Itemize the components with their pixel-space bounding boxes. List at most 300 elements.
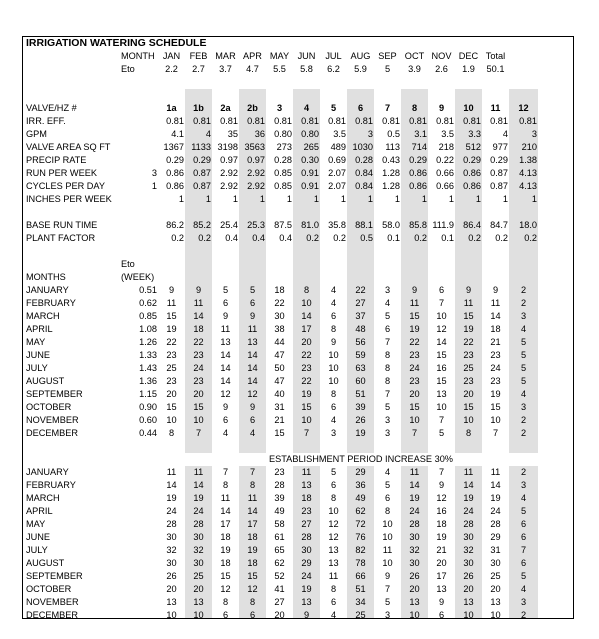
valve-value: 0.81 (328, 116, 346, 126)
run-minutes: 11 (220, 324, 231, 334)
run-minutes: 14 (436, 337, 447, 347)
run-minutes: 3 (509, 310, 538, 323)
valve-value: 4.13 (509, 167, 538, 180)
run-minutes: 16 (436, 506, 447, 516)
base-value: 18.0 (509, 219, 538, 232)
valve-value: 1 (293, 193, 320, 206)
run-minutes: 23 (293, 362, 320, 375)
valve-value: 0.84 (347, 180, 374, 193)
establishment-heading: ESTABLISHMENT PERIOD INCREASE 30% (269, 454, 453, 464)
run-minutes: 7 (438, 298, 445, 308)
run-minutes: 23 (401, 375, 428, 388)
base-value: 0.2 (171, 233, 184, 243)
run-minutes: 10 (455, 414, 482, 427)
base-value: 85.8 (401, 219, 428, 232)
run-minutes: 17 (293, 323, 320, 336)
title-row (23, 37, 538, 50)
cell (212, 271, 239, 284)
run-minutes: 8 (330, 493, 337, 503)
valve-value: 2.92 (239, 167, 266, 180)
run-minutes: 7 (222, 467, 229, 477)
cell (266, 245, 293, 258)
cell (509, 206, 538, 219)
run-minutes: 10 (328, 506, 339, 516)
cell (428, 440, 455, 453)
run-minutes: 6 (239, 609, 266, 619)
run-minutes: 3 (384, 428, 391, 438)
base-value: 84.7 (490, 220, 508, 230)
base-value: 0.2 (333, 233, 346, 243)
run-minutes: 9 (222, 402, 229, 412)
schedule-sheet (22, 36, 574, 619)
valve-value: 265 (293, 141, 320, 154)
run-minutes: 9 (384, 571, 391, 581)
run-minutes: 21 (490, 337, 501, 347)
run-minutes: 18 (293, 492, 320, 505)
cell (401, 89, 428, 102)
run-minutes: 23 (401, 349, 428, 362)
cell (482, 206, 509, 219)
valve-value: 512 (455, 141, 482, 154)
cell (158, 245, 185, 258)
month-name: APRIL (26, 506, 53, 516)
cell (118, 219, 158, 232)
valve-value: 4.1 (171, 129, 184, 139)
run-minutes: 4 (509, 323, 538, 336)
cell (185, 206, 212, 219)
run-minutes: 14 (239, 375, 266, 388)
run-minutes: 38 (274, 324, 285, 334)
valve-value: 1 (448, 194, 454, 204)
schedule-table (23, 37, 538, 619)
valve-id: 11 (490, 103, 501, 113)
run-minutes: 19 (401, 492, 428, 505)
valve-value: 0.28 (274, 155, 292, 165)
base-value: 0.1 (441, 233, 454, 243)
row-label: BASE RUN TIME (26, 220, 98, 230)
cell (23, 76, 118, 89)
month-name: NOVEMBER (26, 597, 79, 607)
run-minutes: 6 (239, 414, 266, 427)
run-minutes: 20 (166, 584, 177, 594)
valve-value: 35 (227, 129, 238, 139)
run-minutes: 8 (168, 428, 175, 438)
establishment-row (23, 570, 538, 583)
run-minutes: 18 (490, 324, 501, 334)
run-minutes: 8 (222, 480, 229, 490)
run-minutes: 24 (455, 505, 482, 518)
eto-week-header-2 (23, 271, 538, 284)
cell (509, 50, 538, 63)
month-name: JANUARY (26, 285, 69, 295)
cell (347, 206, 374, 219)
valve-value: 0.81 (220, 116, 238, 126)
run-minutes: 2 (509, 466, 538, 479)
run-minutes: 14 (166, 480, 177, 490)
cell (293, 206, 320, 219)
run-minutes: 22 (293, 375, 320, 388)
eto-row (23, 63, 538, 76)
valve-value: 1 (185, 193, 212, 206)
cell (158, 89, 185, 102)
cell (482, 258, 509, 271)
spacer-row (23, 245, 538, 258)
cell (158, 440, 185, 453)
cell (509, 76, 538, 89)
run-minutes: 23 (293, 505, 320, 518)
valve-value: 0.29 (401, 154, 428, 167)
row-lead-value: 3 (151, 168, 157, 178)
cell (347, 37, 374, 50)
row-lead-value (118, 102, 158, 115)
run-minutes: 12 (436, 493, 447, 503)
valve-value: 1 (239, 193, 266, 206)
run-minutes: 6 (509, 557, 538, 570)
run-minutes: 11 (166, 298, 177, 308)
run-minutes: 5 (438, 428, 445, 438)
run-minutes: 26 (401, 570, 428, 583)
cell (374, 206, 401, 219)
base-value: 0.2 (293, 232, 320, 245)
valve-value: 4 (502, 129, 508, 139)
run-minutes: 28 (455, 518, 482, 531)
eto-value: 5.9 (354, 64, 367, 74)
eto-value: 6.2 (327, 64, 340, 74)
spacer-row (23, 206, 538, 219)
run-minutes: 4 (330, 610, 337, 619)
valve-value: 36 (239, 128, 266, 141)
run-minutes: 18 (239, 531, 266, 544)
base-value: 111.9 (432, 220, 454, 230)
run-minutes: 32 (185, 544, 212, 557)
run-minutes: 8 (384, 376, 391, 386)
row-label: PRECIP RATE (26, 155, 87, 165)
valve-value: 210 (509, 141, 538, 154)
run-minutes: 18 (220, 532, 231, 542)
run-minutes: 8 (222, 597, 229, 607)
run-minutes: 5 (509, 362, 538, 375)
run-minutes: 9 (438, 480, 445, 490)
run-minutes: 12 (328, 519, 339, 529)
cell (401, 206, 428, 219)
run-minutes: 18 (185, 323, 212, 336)
run-minutes: 11 (166, 467, 177, 477)
run-minutes: 9 (239, 401, 266, 414)
row-lead-value: 1 (151, 181, 157, 191)
monthly-row (23, 310, 538, 323)
run-minutes: 4 (330, 415, 337, 425)
run-minutes: 22 (166, 337, 177, 347)
row-lead-value (118, 154, 158, 167)
run-minutes: 8 (239, 596, 266, 609)
base-value: 0.2 (495, 233, 508, 243)
row-label: INCHES PER WEEK (26, 194, 112, 204)
run-minutes: 10 (436, 402, 447, 412)
spacer-row (23, 89, 538, 102)
run-minutes: 28 (185, 518, 212, 531)
run-minutes: 24 (490, 363, 501, 373)
cell (239, 206, 266, 219)
run-minutes: 19 (239, 544, 266, 557)
valve-value: 0.86 (455, 167, 482, 180)
valve-value: 0.86 (455, 180, 482, 193)
run-minutes: 13 (293, 479, 320, 492)
run-minutes: 23 (185, 349, 212, 362)
row-label: IRR. EFF. (26, 116, 66, 126)
cell (455, 271, 482, 284)
run-minutes: 19 (166, 324, 177, 334)
month-header: Total (485, 51, 506, 61)
run-minutes: 59 (347, 349, 374, 362)
valve-value: 0.66 (436, 168, 454, 178)
run-minutes: 78 (347, 557, 374, 570)
cell (482, 37, 509, 50)
run-minutes: 3 (384, 415, 391, 425)
run-minutes: 8 (384, 506, 391, 516)
run-minutes: 2 (509, 284, 538, 297)
cell (347, 89, 374, 102)
run-minutes: 6 (384, 493, 391, 503)
run-minutes: 13 (436, 584, 447, 594)
valve-value: 0.86 (166, 181, 184, 191)
run-minutes: 4 (239, 427, 266, 440)
run-minutes: 24 (490, 506, 501, 516)
eto-value: 1.9 (462, 64, 475, 74)
valve-value: 714 (401, 141, 428, 154)
run-minutes: 15 (239, 570, 266, 583)
eto-week-value: 0.62 (139, 298, 157, 308)
cell (374, 89, 401, 102)
valve-value: 3.3 (455, 128, 482, 141)
run-minutes: 10 (166, 610, 177, 619)
valve-value: 3 (347, 128, 374, 141)
cell (428, 89, 455, 102)
valve-id: 1a (166, 103, 177, 113)
valve-value: 0.29 (490, 155, 508, 165)
run-minutes: 47 (274, 376, 285, 386)
valve-value: 1 (347, 193, 374, 206)
run-minutes: 10 (401, 414, 428, 427)
cell (428, 245, 455, 258)
month-header: NOV (431, 51, 452, 61)
cell (118, 479, 158, 492)
cell (212, 89, 239, 102)
cell (23, 440, 118, 453)
run-minutes: 30 (455, 531, 482, 544)
cell (185, 76, 212, 89)
establishment-row (23, 492, 538, 505)
valve-value: 489 (330, 142, 346, 152)
month-name: JUNE (26, 350, 50, 360)
cell (158, 453, 185, 466)
cell (266, 440, 293, 453)
cell (509, 271, 538, 284)
run-minutes: 9 (492, 285, 499, 295)
run-minutes: 61 (274, 532, 285, 542)
base-value: 0.4 (239, 232, 266, 245)
cell (428, 258, 455, 271)
run-minutes: 15 (293, 401, 320, 414)
run-minutes: 28 (490, 519, 501, 529)
run-minutes: 19 (220, 545, 231, 555)
establishment-heading-row (23, 453, 538, 466)
cell (293, 245, 320, 258)
month-name: FEBRUARY (26, 298, 76, 308)
valve-value: 1 (178, 194, 184, 204)
run-minutes: 66 (347, 570, 374, 583)
cell (158, 258, 185, 271)
cell (401, 258, 428, 271)
cell (118, 531, 158, 544)
run-minutes: 26 (347, 414, 374, 427)
run-minutes: 72 (347, 518, 374, 531)
cell (158, 206, 185, 219)
eto-week-value: 1.26 (139, 337, 157, 347)
run-minutes: 12 (239, 583, 266, 596)
cell (118, 440, 158, 453)
cell (482, 245, 509, 258)
run-minutes: 4 (509, 492, 538, 505)
run-minutes: 7 (384, 337, 391, 347)
run-minutes: 31 (490, 545, 501, 555)
run-minutes: 10 (382, 558, 393, 568)
cell (455, 76, 482, 89)
month-header: FEB (189, 51, 208, 61)
cell (118, 76, 158, 89)
valve-value: 0.85 (274, 168, 292, 178)
month-name: MARCH (26, 311, 60, 321)
valve-value: 1030 (347, 141, 374, 154)
month-header-row (23, 50, 538, 63)
run-minutes: 2 (509, 414, 538, 427)
run-minutes: 20 (293, 336, 320, 349)
run-minutes: 11 (382, 545, 393, 555)
cell (482, 76, 509, 89)
valve-value: 0.81 (455, 115, 482, 128)
run-minutes: 10 (401, 609, 428, 619)
run-minutes: 23 (455, 375, 482, 388)
valve-value: 218 (438, 142, 454, 152)
run-minutes: 6 (239, 297, 266, 310)
month-name: APRIL (26, 324, 53, 334)
cell (428, 271, 455, 284)
run-minutes: 30 (401, 531, 428, 544)
run-minutes: 13 (185, 596, 212, 609)
cell (293, 440, 320, 453)
cell (23, 245, 118, 258)
run-minutes: 19 (436, 532, 447, 542)
valve-value: 0.81 (274, 116, 292, 126)
cell (401, 245, 428, 258)
establishment-row (23, 557, 538, 570)
run-minutes: 60 (347, 375, 374, 388)
valve-id: 2b (239, 102, 266, 115)
month-label: MONTH (121, 51, 155, 61)
run-minutes: 19 (401, 323, 428, 336)
run-minutes: 15 (166, 311, 177, 321)
run-minutes: 14 (220, 506, 231, 516)
cell (212, 245, 239, 258)
run-minutes: 58 (274, 519, 285, 529)
establishment-row (23, 531, 538, 544)
cell (266, 271, 293, 284)
run-minutes: 24 (401, 362, 428, 375)
cell (118, 583, 158, 596)
valve-value: 0.86 (166, 168, 184, 178)
run-minutes: 24 (185, 505, 212, 518)
run-minutes: 14 (220, 363, 231, 373)
month-header: APR (243, 51, 262, 61)
run-minutes: 7 (239, 466, 266, 479)
eto-week-value: 1.08 (139, 324, 157, 334)
run-minutes: 6 (330, 597, 337, 607)
run-minutes: 24 (401, 505, 428, 518)
month-name: MARCH (26, 493, 60, 503)
run-minutes: 5 (330, 467, 337, 477)
row-label: CYCLES PER DAY (26, 181, 105, 191)
base-value: 0.2 (401, 232, 428, 245)
month-name: JANUARY (26, 467, 69, 477)
cell (185, 89, 212, 102)
cell (428, 37, 455, 50)
run-minutes: 13 (455, 596, 482, 609)
run-minutes: 20 (185, 583, 212, 596)
run-minutes: 6 (222, 298, 229, 308)
run-minutes: 21 (436, 545, 447, 555)
cell (118, 544, 158, 557)
run-minutes: 17 (220, 519, 231, 529)
cell (374, 37, 401, 50)
cell (455, 89, 482, 102)
valve-row (23, 180, 538, 193)
valve-value: 2.92 (239, 180, 266, 193)
cell (118, 596, 158, 609)
valve-value: 1 (286, 194, 292, 204)
valve-value: 0.97 (220, 155, 238, 165)
month-header: MAR (215, 51, 236, 61)
run-minutes: 7 (401, 427, 428, 440)
run-minutes: 5 (384, 402, 391, 412)
valve-value: 1.38 (509, 154, 538, 167)
base-value: 86.4 (455, 219, 482, 232)
month-header: JAN (162, 51, 181, 61)
cell (401, 76, 428, 89)
month-header: DEC (458, 51, 479, 61)
run-minutes: 19 (490, 389, 501, 399)
run-minutes: 52 (274, 571, 285, 581)
run-minutes: 29 (347, 466, 374, 479)
eto-value: 5.8 (300, 64, 313, 74)
run-minutes: 19 (455, 323, 482, 336)
run-minutes: 25 (455, 362, 482, 375)
run-minutes: 13 (328, 545, 339, 555)
run-minutes: 10 (293, 297, 320, 310)
monthly-row (23, 401, 538, 414)
valve-value: 0.28 (347, 154, 374, 167)
valve-value: 0.87 (490, 168, 508, 178)
blank-cell (23, 63, 118, 76)
run-minutes: 11 (401, 466, 428, 479)
run-minutes: 9 (401, 284, 428, 297)
valve-value: 1 (401, 193, 428, 206)
valve-value: 1 (455, 193, 482, 206)
valve-value: 977 (492, 142, 508, 152)
valve-row (23, 141, 538, 154)
cell (428, 206, 455, 219)
cell (293, 89, 320, 102)
valve-value: 2.07 (328, 181, 346, 191)
row-lead-value (118, 193, 158, 206)
